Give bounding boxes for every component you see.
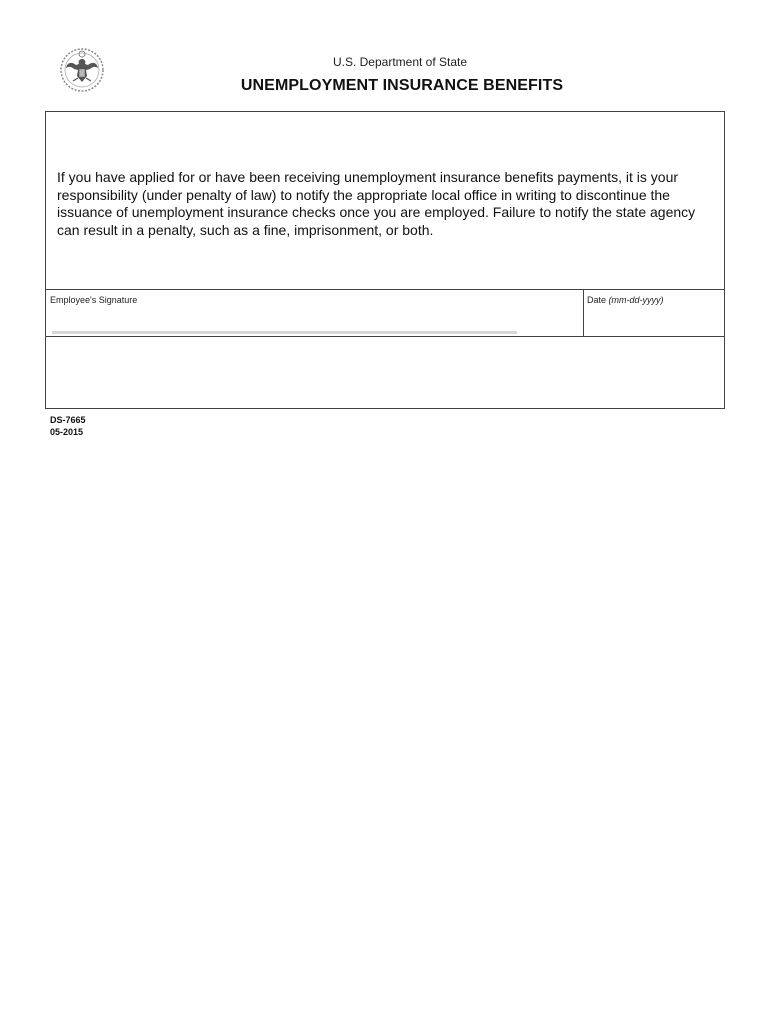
form-title: UNEMPLOYMENT INSURANCE BENEFITS	[240, 77, 564, 94]
signature-field[interactable]	[46, 290, 584, 336]
form-revision: 05-2015	[50, 427, 84, 437]
date-field-label[interactable]	[587, 295, 664, 305]
signature-row	[46, 289, 724, 337]
date-label: Date	[587, 295, 607, 305]
signature-label: Employee's Signature	[50, 295, 138, 305]
form-number: DS-7665	[50, 415, 86, 425]
notice-text: If you have applied for or have been receiving unemployment insurance benefits payments, it is your responsibility (under penalty of law) to notify the appropriate local office in writing to discontinue the issuance of unemployment insurance checks once you are employed. Failure to notify the state agency can result in a penalty, such as a fine, imprisonment, or both.	[57, 169, 696, 238]
form-footer	[50, 414, 86, 438]
form-box	[45, 111, 725, 409]
department-name: U.S. Department of State	[332, 55, 468, 69]
date-format-hint: (mm-dd-yyyy)	[608, 295, 664, 305]
signature-line[interactable]	[52, 331, 517, 334]
